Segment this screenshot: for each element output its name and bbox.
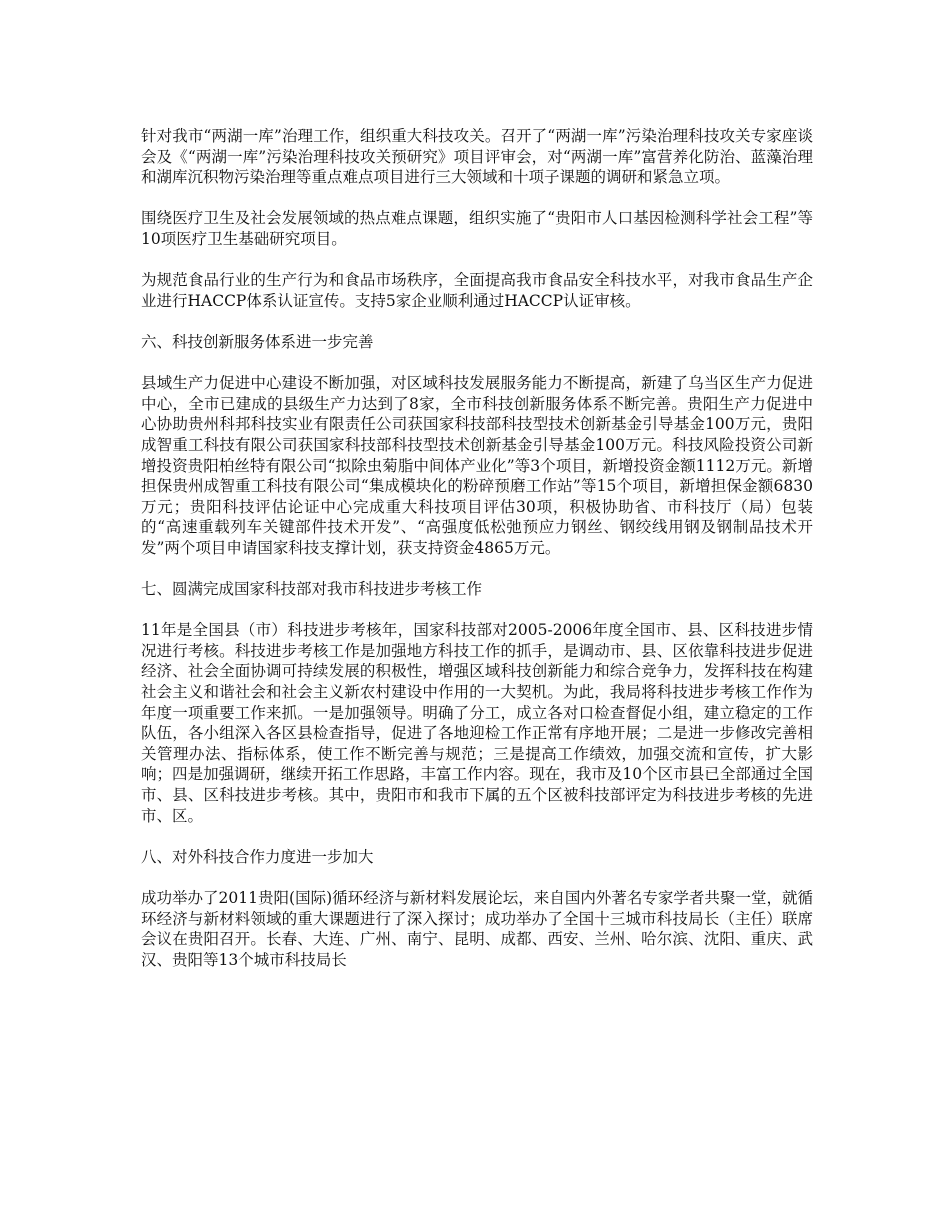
paragraph-medical-research: 围绕医疗卫生及社会发展领域的热点难点课题，组织实施了“贵阳市人口基因检测科学社会工程”等10项医疗卫生基础研究项目。: [141, 209, 813, 248]
section-heading-6: 六、科技创新服务体系进一步完善: [141, 332, 374, 351]
paragraph-innovation-service: 县域生产力促进中心建设不断加强，对区域科技发展服务能力不断提高，新建了乌当区生产力促进中心，全市已建成的县级生产力达到了8家，全市科技创新服务体系不断完善。贵阳生产力促进中心协助贵州科邦科技实业有限责任公司获国家科技部科技型技术创新基金引导基金100万元，贵阳成智重工科技有限公司获国家科技部科技型技术创新基金引导基金100万元。科技风险投资公司新增投资贵阳柏丝特有限公司“拟除虫菊脂中间体产业化”等3个项目，新增投资金额1112万元。新增担保贵州成智重工科技有限公司“集成模块化的粉碎预磨工作站”等15个项目，新增担保金额6830万元；贵阳科技评估论证中心完成重大科技项目评估30项，积极协助省、市科技厅（局）包装的“高速重载列车关键部件技术开发”、“高强度低松弛预应力钢丝、钢绞线用钢及钢制品技术开发”两个项目申请国家科技支撑计划，获支持资金4865万元。: [141, 374, 813, 557]
section-heading-7: 七、圆满完成国家科技部对我市科技进步考核工作: [141, 580, 483, 599]
section-heading-8: 八、对外科技合作力度进一步加大: [141, 847, 374, 866]
paragraph-food-safety: 为规范食品行业的生产行为和食品市场秩序，全面提高我市食品安全科技水平，对我市食品生产企业进行HACCP体系认证宣传。支持5家企业顺利通过HACCP认证审核。: [141, 271, 813, 310]
paragraph-progress-assessment: 11年是全国县（市）科技进步考核年，国家科技部对2005-2006年度全国市、县、区科技进步情况进行考核。科技进步考核工作是加强地方科技工作的抓手，是调动市、县、区依靠科技进步促进经济、社会全面协调可持续发展的积极性，增强区域科技创新能力和综合竞争力，发挥科技在构建社会主义和谐社会和社会主义新农村建设中作用的一大契机。为此，我局将科技进步考核工作作为年度一项重要工作来抓。一是加强领导。明确了分工，成立各对口检查督促小组，建立稳定的工作队伍，各小组深入各区县检查指导，促进了各地迎检工作正常有序地开展；二是进一步修改完善相关管理办法、指标体系，使工作不断完善与规范；三是提高工作绩效，加强交流和宣传，扩大影响；四是加强调研，继续开拓工作思路，丰富工作内容。现在，我市及10个区市县已全部通过全国市、县、区科技进步考核。其中，贵阳市和我市下属的五个区被科技部评定为科技进步考核的先进市、区。: [141, 621, 813, 825]
document-page: [141, 126, 813, 991]
paragraph-external-cooperation: 成功举办了2011贵阳(国际)循环经济与新材料发展论坛，来自国内外著名专家学者共聚一堂，就循环经济与新材料领域的重大课题进行了深入探讨；成功举办了全国十三城市科技局长（主任）联席会议在贵阳召开。长春、大连、广州、南宁、昆明、成都、西安、兰州、哈尔滨、沈阳、重庆、武汉、贵阳等13个城市科技局长: [141, 888, 813, 969]
paragraph-lake-governance: 针对我市“两湖一库”治理工作，组织重大科技攻关。召开了“两湖一库”污染治理科技攻关专家座谈会及《“两湖一库”污染治理科技攻关预研究》项目评审会，对“两湖一库”富营养化防治、蓝藻治理和湖库沉积物污染治理等重点难点项目进行三大领域和十项子课题的调研和紧急立项。: [141, 127, 813, 187]
